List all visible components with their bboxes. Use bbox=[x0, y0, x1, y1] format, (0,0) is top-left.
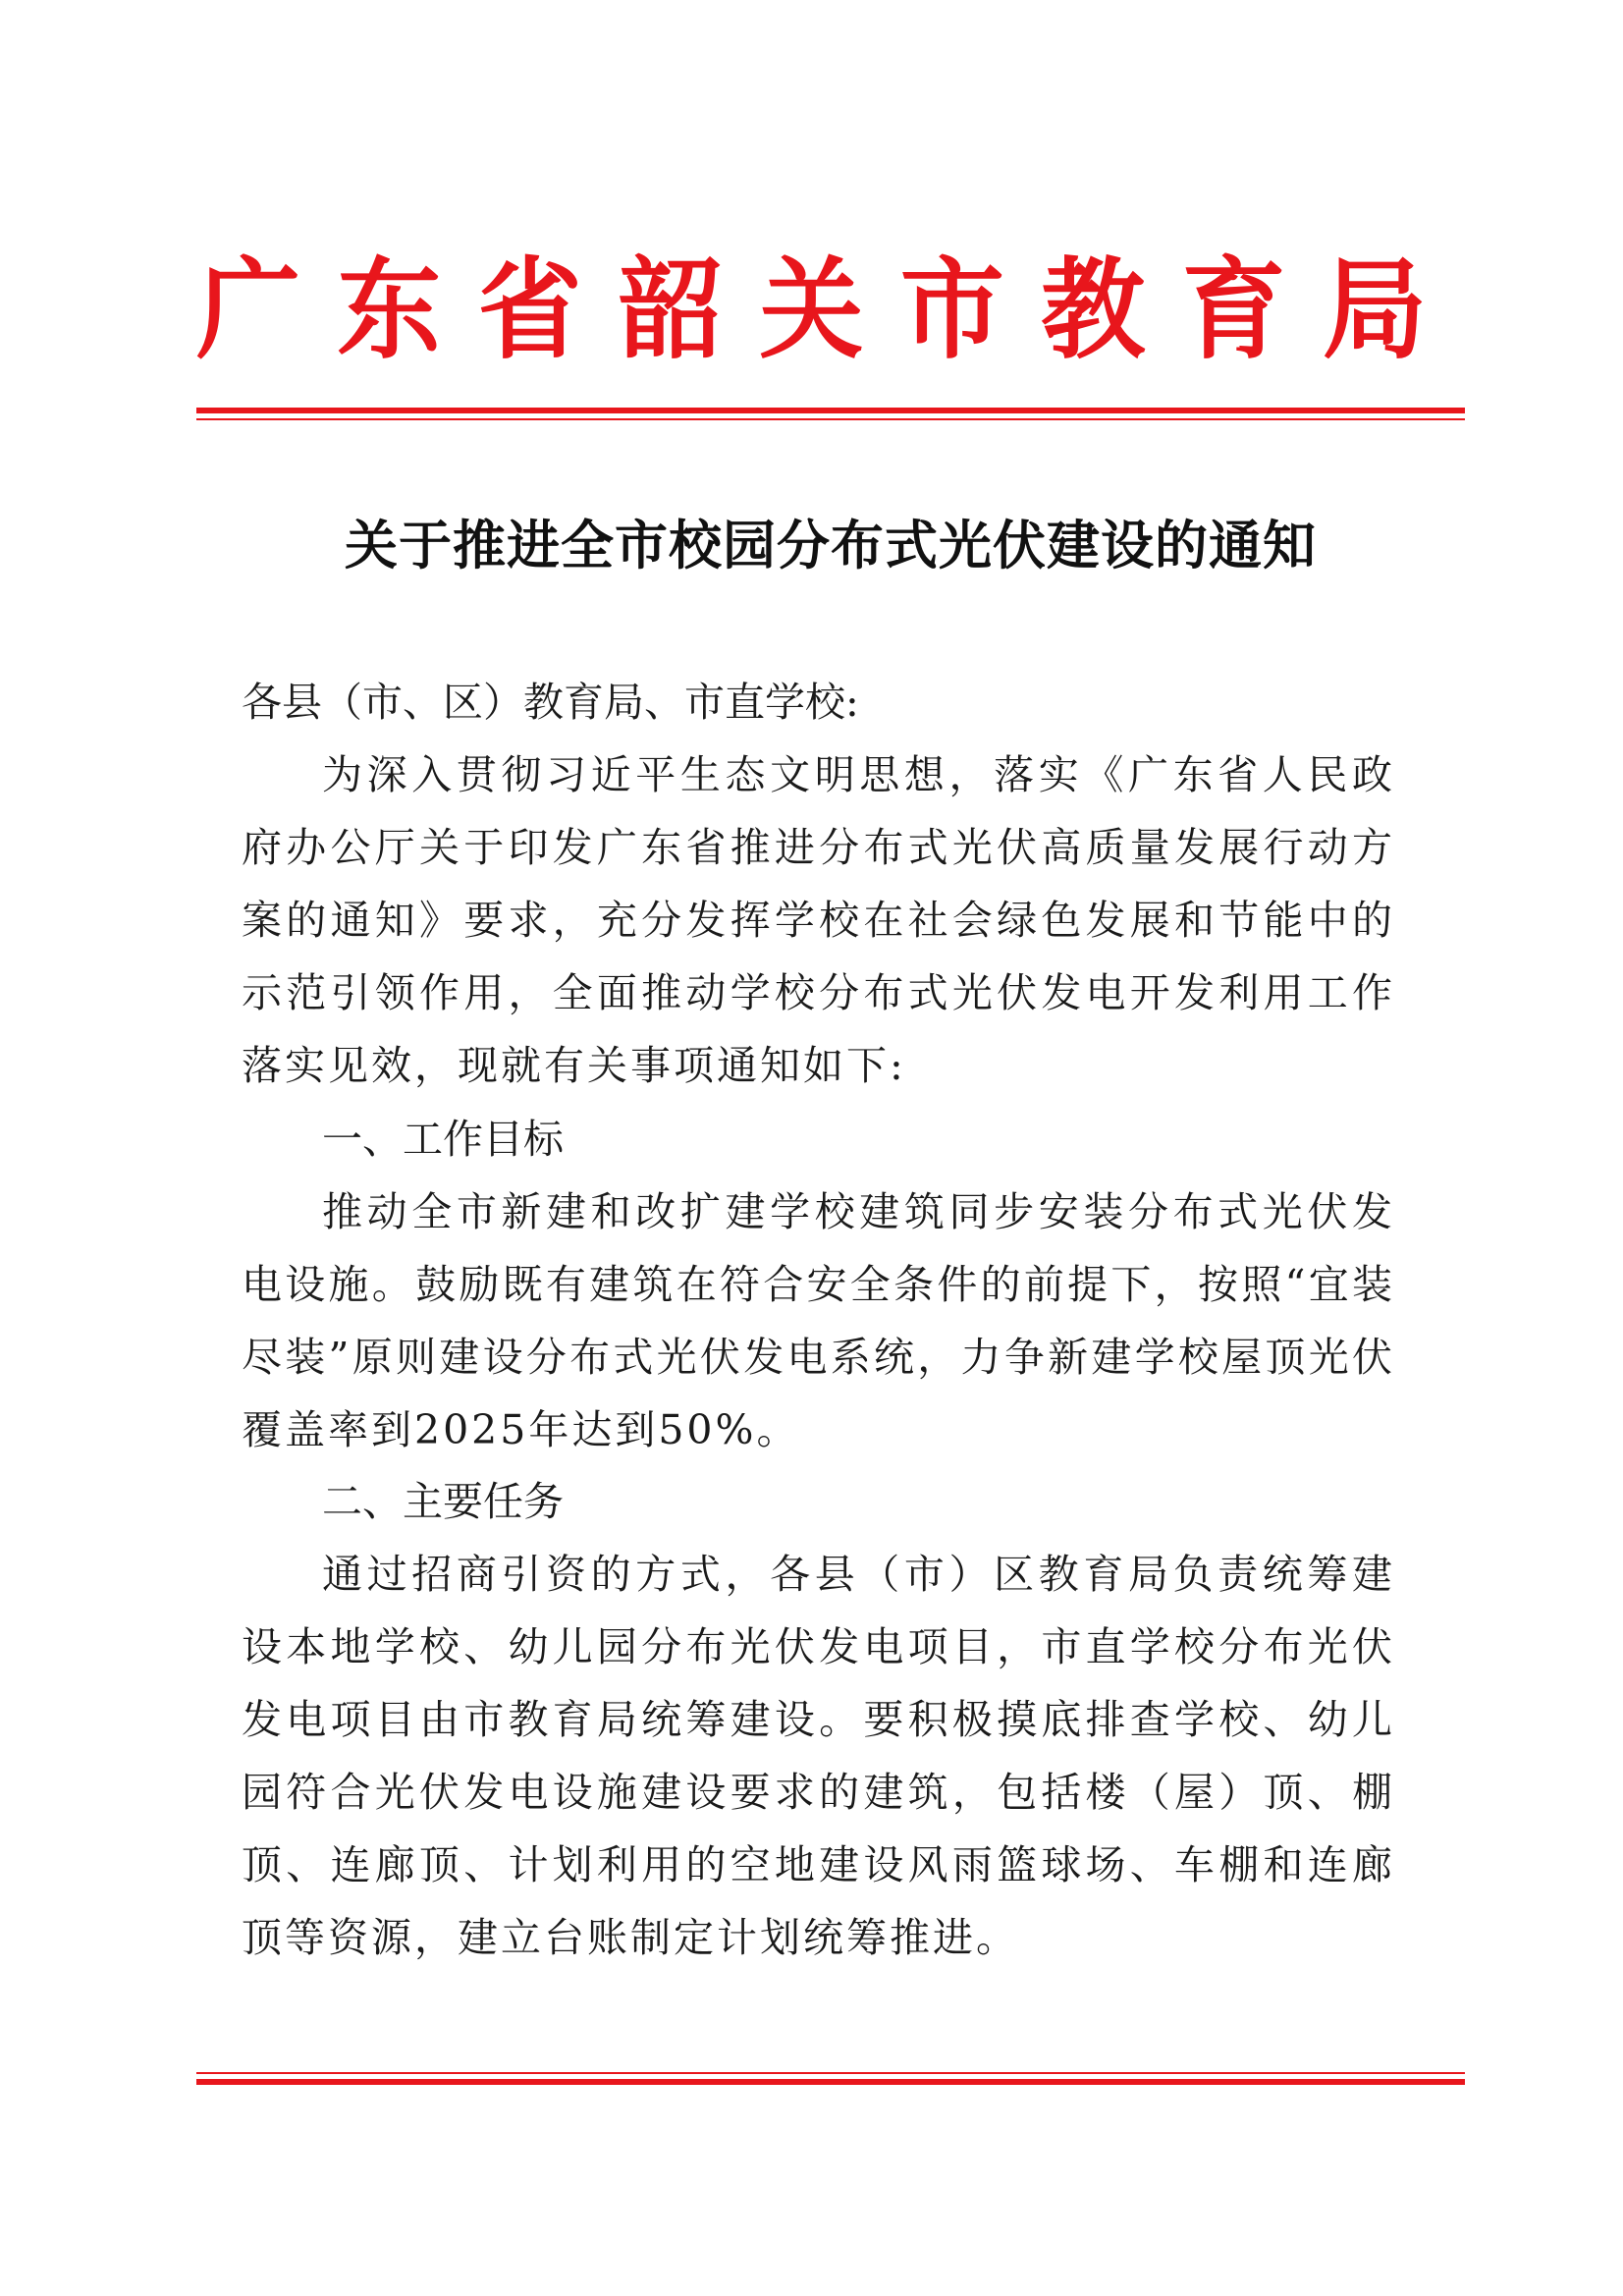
masthead-char: 市 bbox=[899, 244, 1004, 374]
masthead-char: 教 bbox=[1041, 244, 1146, 374]
masthead-char: 省 bbox=[477, 244, 582, 374]
document-title: 关于推进全市校园分布式光伏建设的通知 bbox=[345, 514, 1317, 576]
masthead-char: 育 bbox=[1181, 244, 1286, 374]
masthead-char: 关 bbox=[759, 244, 864, 374]
section-paragraph-goals: 推动全市新建和改扩建学校建筑同步安装分布式光伏发电设施。鼓励既有建筑在符合安全条件的前提下，按照“宜装尽装”原则建设分布式光伏发电系统，力争新建学校屋顶光伏覆盖率到2025年达到50%。 bbox=[242, 1188, 1395, 1453]
footer-divider-thin bbox=[196, 2072, 1465, 2074]
header-divider-thin bbox=[196, 418, 1465, 420]
footer-divider-thick bbox=[196, 2079, 1465, 2085]
section-paragraph-tasks: 通过招商引资的方式，各县（市）区教育局负责统筹建设本地学校、幼儿园分布光伏发电项目，市直学校分布光伏发电项目由市教育局统筹建设。要积极摸底排查学校、幼儿园符合光伏发电设施建设要求的建筑，包括楼（屋）顶、棚顶、连廊顶、计划利用的空地建设风雨篮球场、车棚和连廊顶等资源，建立台账制定计划统筹推进。 bbox=[242, 1551, 1395, 1961]
masthead-char: 韶 bbox=[619, 244, 724, 374]
section-heading-goals: 一、工作目标 bbox=[322, 1116, 564, 1163]
masthead-char: 局 bbox=[1323, 244, 1427, 374]
masthead-char: 广 bbox=[196, 244, 300, 374]
header-divider-thick bbox=[196, 408, 1465, 413]
masthead bbox=[196, 246, 1427, 373]
intro-paragraph: 为深入贯彻习近平生态文明思想，落实《广东省人民政府办公厅关于印发广东省推进分布式光伏高质量发展行动方案的通知》要求，充分发挥学校在社会绿色发展和节能中的示范引领作用，全面推动学校分布式光伏发电开发利用工作落实见效，现就有关事项通知如下: bbox=[242, 751, 1395, 1089]
section-heading-tasks: 二、主要任务 bbox=[322, 1478, 564, 1525]
masthead-char: 东 bbox=[337, 244, 442, 374]
salutation: 各县（市、区）教育局、市直学校: bbox=[242, 679, 859, 726]
